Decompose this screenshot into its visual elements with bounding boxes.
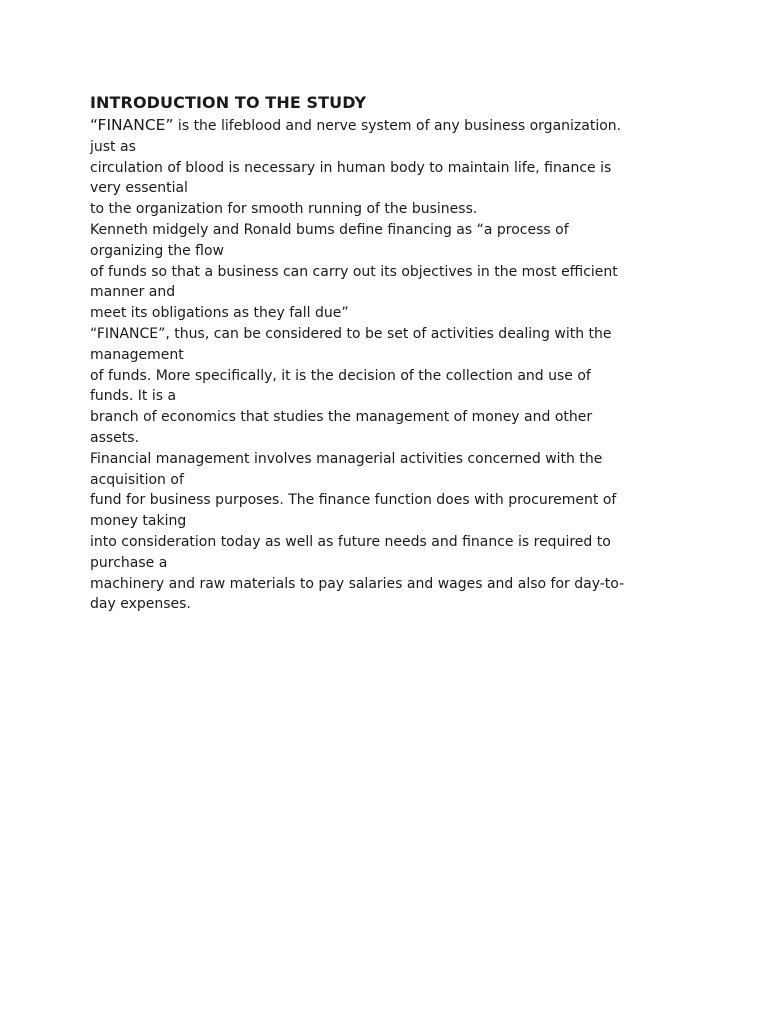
document-page [90, 92, 690, 615]
finance-lead-word: “FINANCE” [90, 116, 174, 134]
text-line: purchase a [90, 554, 168, 571]
text-line: Kenneth midgely and Ronald bums define financing as “a process of [90, 221, 569, 238]
text-line: fund for business purposes. The finance function does with procurement of [90, 492, 617, 509]
text-line: assets. [90, 429, 140, 446]
text-line: money taking [90, 513, 187, 530]
text-line: manner and [90, 284, 176, 301]
text-line: of funds. More specifically, it is the decision of the collection and use of [90, 367, 591, 384]
text-line: funds. It is a [90, 388, 177, 405]
text-line: meet its obligations as they fall due” [90, 305, 349, 322]
text-line: of funds so that a business can carry out its objectives in the most efficient [90, 263, 618, 280]
text-line: into consideration today as well as future needs and finance is required to [90, 533, 611, 550]
text-line: day expenses. [90, 596, 191, 613]
document-title: INTRODUCTION TO THE STUDY [90, 93, 367, 112]
text-line: branch of economics that studies the management of money and other [90, 409, 593, 426]
text-line-1 [90, 115, 690, 137]
text-line: circulation of blood is necessary in human body to maintain life, finance is [90, 159, 612, 176]
text-line: machinery and raw materials to pay salaries and wages and also for day-to- [90, 575, 625, 592]
text-line: just as [90, 138, 136, 155]
text-line: very essential [90, 180, 188, 197]
text-line: organizing the flow [90, 242, 225, 259]
text-line: to the organization for smooth running of the business. [90, 201, 478, 218]
text-line: acquisition of [90, 471, 184, 488]
text-line: management [90, 346, 184, 363]
text-line: “FINANCE”, thus, can be considered to be set of activities dealing with the [90, 325, 612, 342]
first-line-rest: is the lifeblood and nerve system of any business organization. [173, 118, 622, 134]
document-body [90, 115, 690, 615]
text-line: Financial management involves managerial activities concerned with the [90, 450, 603, 467]
